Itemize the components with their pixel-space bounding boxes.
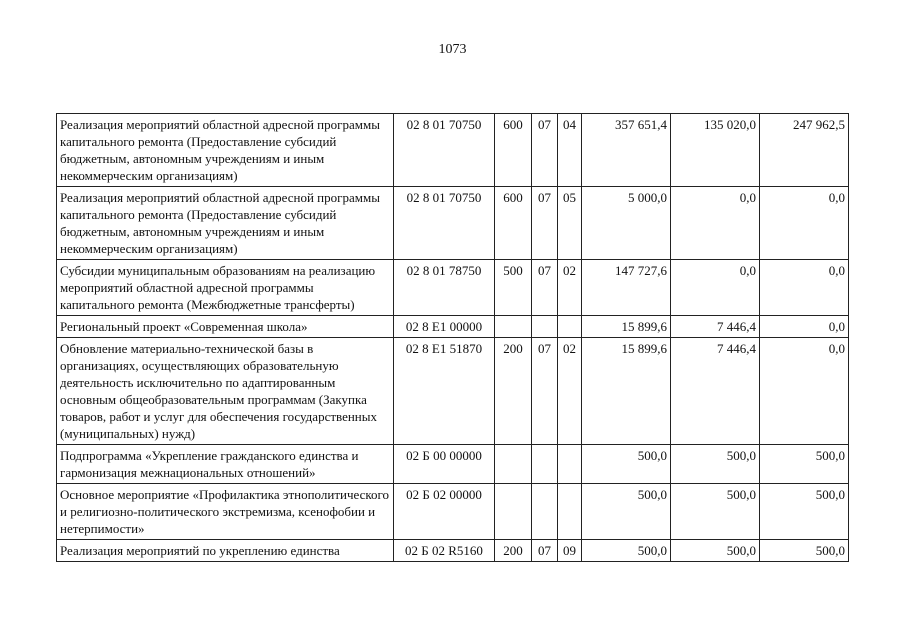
- subsection-code: 02: [558, 338, 582, 445]
- expense-type-code: 500: [495, 260, 532, 316]
- table-row: [57, 316, 849, 338]
- section-code: 07: [532, 260, 558, 316]
- subsection-code: [558, 484, 582, 540]
- table-row: [57, 540, 849, 562]
- row-name: Подпрограмма «Укрепление гражданского единства и гармонизация межнациональных отношений»: [57, 445, 394, 484]
- target-article-code: 02 Б 02 00000: [394, 484, 495, 540]
- amount-1: 357 651,4: [582, 114, 671, 187]
- amount-1: 15 899,6: [582, 316, 671, 338]
- amount-1: 500,0: [582, 540, 671, 562]
- table-row: [57, 484, 849, 540]
- target-article-code: 02 Б 02 R5160: [394, 540, 495, 562]
- section-code: [532, 316, 558, 338]
- row-name: Обновление материально-технической базы в организациях, осуществляющих образовательную деятельность исключительно по адаптированным основным общеобразовательным программам (Закупка товаров, работ и услуг для обеспечения государственных (муниципальных) нужд): [57, 338, 394, 445]
- subsection-code: 09: [558, 540, 582, 562]
- expense-type-code: [495, 445, 532, 484]
- table-row: [57, 114, 849, 187]
- amount-3: 500,0: [760, 445, 849, 484]
- amount-3: 0,0: [760, 187, 849, 260]
- target-article-code: 02 8 01 70750: [394, 114, 495, 187]
- target-article-code: 02 8 01 70750: [394, 187, 495, 260]
- row-name: Реализация мероприятий областной адресной программы капитального ремонта (Предоставление субсидий бюджетным, автономным учреждениям и иным некоммерческим организациям): [57, 187, 394, 260]
- target-article-code: 02 8 E1 00000: [394, 316, 495, 338]
- expense-type-code: [495, 316, 532, 338]
- budget-table: [56, 113, 849, 562]
- expense-type-code: 200: [495, 338, 532, 445]
- amount-3: 247 962,5: [760, 114, 849, 187]
- subsection-code: 04: [558, 114, 582, 187]
- target-article-code: 02 8 01 78750: [394, 260, 495, 316]
- amount-1: 15 899,6: [582, 338, 671, 445]
- row-name: Реализация мероприятий по укреплению единства: [57, 540, 394, 562]
- amount-3: 0,0: [760, 316, 849, 338]
- amount-2: 500,0: [671, 445, 760, 484]
- row-name: Основное мероприятие «Профилактика этнополитического и религиозно-политического экстремизма, ксенофобии и нетерпимости»: [57, 484, 394, 540]
- expense-type-code: 200: [495, 540, 532, 562]
- amount-3: 500,0: [760, 540, 849, 562]
- row-name: Реализация мероприятий областной адресной программы капитального ремонта (Предоставление субсидий бюджетным, автономным учреждениям и иным некоммерческим организациям): [57, 114, 394, 187]
- table-row: [57, 187, 849, 260]
- table-row: [57, 260, 849, 316]
- amount-2: 7 446,4: [671, 338, 760, 445]
- amount-3: 500,0: [760, 484, 849, 540]
- amount-2: 0,0: [671, 187, 760, 260]
- page-number: 1073: [438, 42, 467, 57]
- amount-3: 0,0: [760, 338, 849, 445]
- expense-type-code: 600: [495, 187, 532, 260]
- amount-2: 7 446,4: [671, 316, 760, 338]
- expense-type-code: [495, 484, 532, 540]
- section-code: 07: [532, 187, 558, 260]
- amount-2: 135 020,0: [671, 114, 760, 187]
- target-article-code: 02 Б 00 00000: [394, 445, 495, 484]
- section-code: 07: [532, 540, 558, 562]
- row-name: Региональный проект «Современная школа»: [57, 316, 394, 338]
- row-name: Субсидии муниципальным образованиям на реализацию мероприятий областной адресной программы капитального ремонта (Межбюджетные трансферты): [57, 260, 394, 316]
- subsection-code: 02: [558, 260, 582, 316]
- section-code: [532, 445, 558, 484]
- expense-type-code: 600: [495, 114, 532, 187]
- subsection-code: [558, 316, 582, 338]
- subsection-code: [558, 445, 582, 484]
- table-row: [57, 338, 849, 445]
- amount-1: 500,0: [582, 445, 671, 484]
- target-article-code: 02 8 E1 51870: [394, 338, 495, 445]
- section-code: 07: [532, 114, 558, 187]
- table-row: [57, 445, 849, 484]
- amount-2: 500,0: [671, 540, 760, 562]
- amount-1: 147 727,6: [582, 260, 671, 316]
- amount-1: 5 000,0: [582, 187, 671, 260]
- amount-1: 500,0: [582, 484, 671, 540]
- section-code: [532, 484, 558, 540]
- subsection-code: 05: [558, 187, 582, 260]
- amount-2: 0,0: [671, 260, 760, 316]
- amount-2: 500,0: [671, 484, 760, 540]
- section-code: 07: [532, 338, 558, 445]
- amount-3: 0,0: [760, 260, 849, 316]
